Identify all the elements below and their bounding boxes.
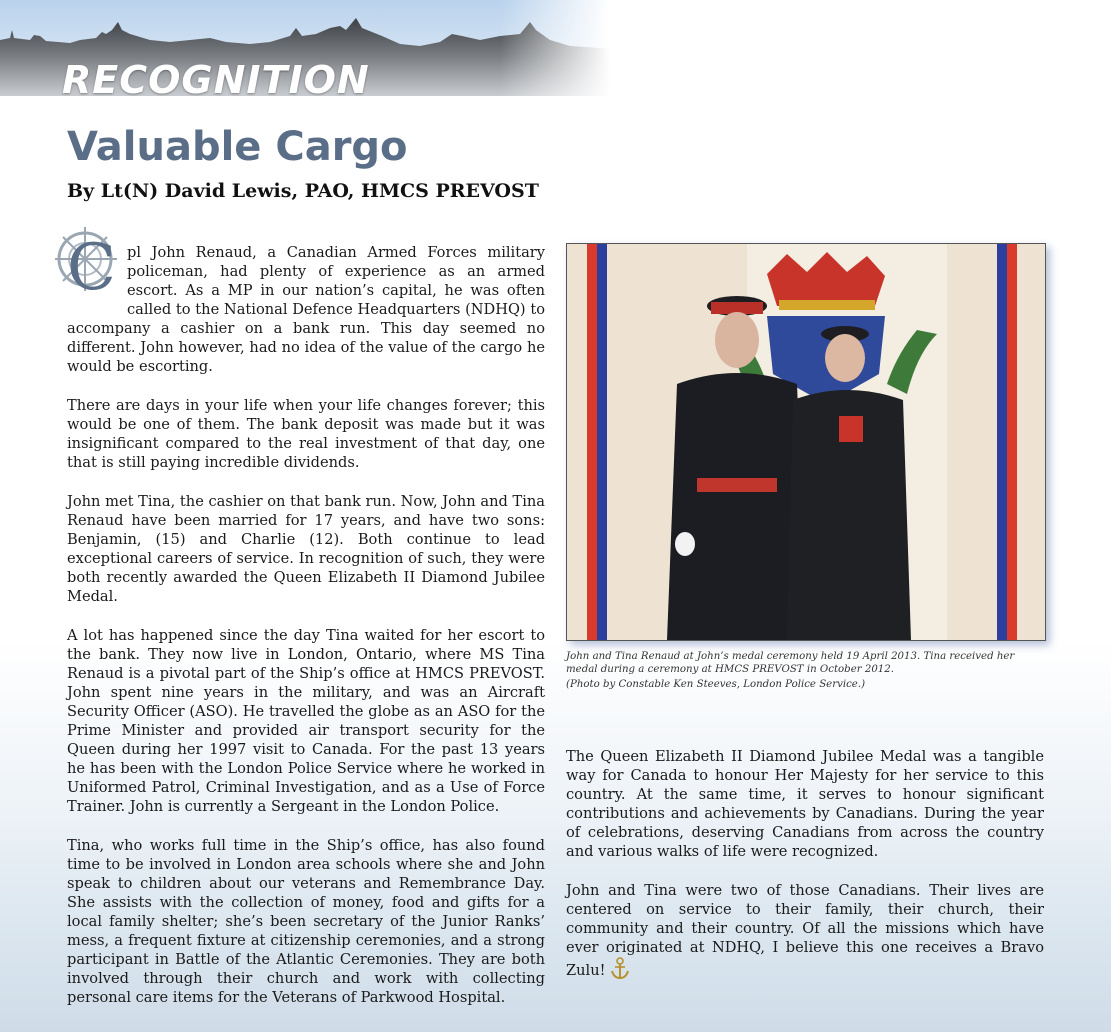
- paragraph: Tina, who works full time in the Ship’s office, has also found time to be involved in London area schools where she and John speak to children about our veterans and Remembrance Day. She assists with the collection of money, food and gifts for a local family shelter; she’s been secretary of the Junior Ranks’ mess, a frequent fixture at citizenship ceremonies, and a strong participant in Battle of the Atlantic Ceremonies. They are both involved through their church and work with collecting personal care items for the Veterans of Parkwood Hospital.: [67, 837, 545, 1006]
- paragraph: A lot has happened since the day Tina waited for her escort to the bank. They now live in London, Ontario, where MS Tina Renaud is a pivotal part of the Ship’s office at HMCS PREVOST. John spent nine years in the military, and was an Aircraft Security Officer (ASO). He travelled the globe as an ASO for the Prime Minister and provided air transport security for the Queen during her 1997 visit to Canada. For the past 13 years he has been with the London Police Service where he worked in Uniformed Patrol, Criminal Investigation, and as a Use of Force Trainer. John is currently a Sergeant in the London Police.: [67, 627, 545, 815]
- caption-text: John and Tina Renaud at John’s medal ceremony held 19 April 2013. Tina received her medal during a ceremony at HMCS PREVOST in October 2012.: [566, 651, 1015, 675]
- drop-cap: [55, 225, 121, 301]
- paragraph: John met Tina, the cashier on that bank run. Now, John and Tina Renaud have been married for 17 years, and have two sons: Benjamin, (15) and Charlie (12). Both continue to lead exceptional careers of service. In recognition of such, they were both recently awarded the Queen Elizabeth II Diamond Jubilee Medal.: [67, 493, 545, 605]
- article-title: Valuable Cargo: [67, 124, 408, 170]
- paragraph: C pl John Renaud, a Canadian Armed Forces military policeman, had plenty of experience as an armed escort. As a MP in our nation’s capital, he was often called to the National Defence Headquarters (NDHQ) to accompany a cashier on a bank run. This day seemed no different. John however, had no idea of the value of the cargo he would be escorting.: [67, 243, 545, 376]
- section-label: RECOGNITION: [62, 58, 370, 96]
- left-column: [67, 231, 545, 1027]
- svg-text:C: C: [67, 231, 116, 301]
- paragraph: John and Tina were two of those Canadians. Their lives are centered on service to their family, their church, their community and their country. Of all the missions which have ever originated at NDHQ, I believe this one receives a Bravo Zulu!: [566, 881, 1044, 986]
- photo-caption: [566, 650, 1044, 693]
- paragraph: There are days in your life when your life changes forever; this would be one of them. The bank deposit was made but it was insignificant compared to the real investment of that day, one that is still paying incredible dividends.: [67, 397, 545, 471]
- article-photo: [566, 243, 1046, 641]
- article-byline: By Lt(N) David Lewis, PAO, HMCS PREVOST: [67, 180, 539, 202]
- compass-rose-icon: [55, 225, 121, 301]
- anchor-icon: [609, 957, 631, 986]
- paragraph: The Queen Elizabeth II Diamond Jubilee Medal was a tangible way for Canada to honour Her Majesty for her service to this country. At the same time, it serves to honour significant contributions and achievements by Canadians. During the year of celebrations, deserving Canadians from across the country and various walks of life were recognized.: [566, 748, 1044, 860]
- photo-credit: (Photo by Constable Ken Steeves, London Police Service.): [566, 679, 866, 690]
- header-banner: [0, 0, 610, 96]
- right-column: [566, 747, 1044, 1006]
